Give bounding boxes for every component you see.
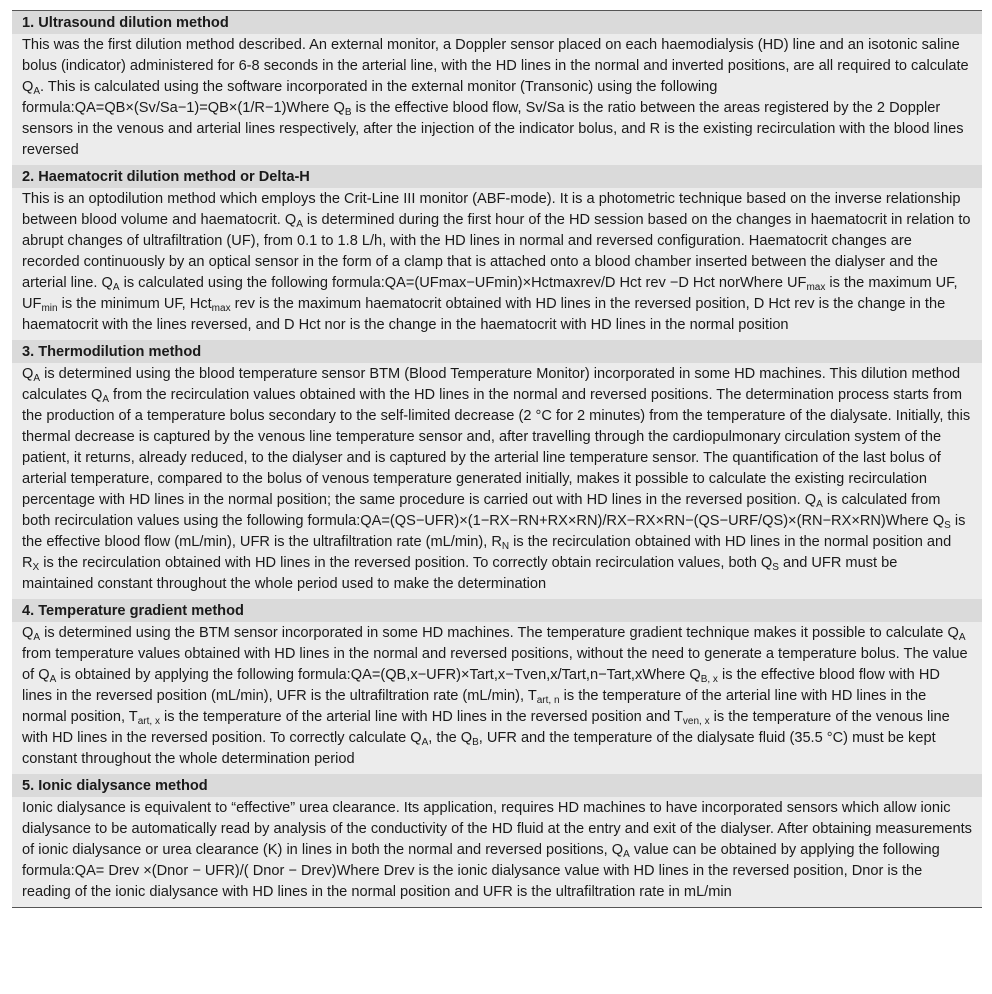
section-heading: 1. Ultrasound dilution method (12, 11, 982, 34)
section-heading: 5. Ionic dialysance method (12, 774, 982, 797)
section-heading: 4. Temperature gradient method (12, 599, 982, 622)
section-heading: 3. Thermodilution method (12, 340, 982, 363)
section-paragraph: $Q_A$ is determined using the blood temperature sensor BTM (Blood Temperature Monitor) incorporated in some HD machines. This dilution method calculates $Q_A$ from the recirculation values obtained with the HD lines in the normal and reversed positions. The determination process starts from the production of a temperature bolus secondary to the self-limited decrease (2 °C for 2 minutes) from the temperature of the dialysate. Initially, this thermal decrease is captured by the venous line temperature sensor and, after travelling through the cardiopulmonary circulation system of the patient, it returns, already reduced, to the dialyser and is captured by the arterial line temperature sensor. The quantification of the last bolus of arterial temperature, compared to the bolus of venous temperature generated initially, makes it possible to calculate the existing recirculation percentage with HD lines in the normal position; the same procedure is carried out with HD lines in the reversed position. $Q_A$ is calculated from both recirculation values using the following formula:QA=(QS−UFR)×(1−RX−RN+RX×RN)/RX−RX×RN−(QS−URF/QS)×(RN−RX×RN)Where $Q_S$ is the effective blood flow (mL/min), UFR is the ultrafiltration rate (mL/min), $R_N$ is the recirculation obtained with HD lines in the normal position and $R_X$ is the recirculation obtained with HD lines in the reversed position. To correctly obtain recirculation values, both $Q_S$ and UFR must be maintained constant throughout the whole period used to make the determination (12, 363, 982, 599)
section-paragraph: $Q_A$ is determined using the BTM sensor incorporated in some HD machines. The temperature gradient technique makes it possible to calculate $Q_A$ from temperature values obtained with HD lines in the normal and reversed positions, without the need to generate a temperature bolus. The value of $Q_A$ is obtained by applying the following formula:QA=(QB,x−UFR)×Tart,x−Tven,x/Tart,n−Tart,xWhere $Q_{B, x}$ is the effective blood flow with HD lines in the reversed position (mL/min), UFR is the ultrafiltration rate (mL/min), $T_{art, n}$ is the temperature of the arterial line with HD lines in the normal position, $T_{art, x}$ is the temperature of the arterial line with HD lines in the reversed position and $T_{ven, x}$ is the temperature of the venous line with HD lines in the reversed position. To correctly calculate $Q_A$, the $Q_B$, UFR and the temperature of the dialysate fluid (35.5 °C) must be kept constant throughout the whole determination period (12, 622, 982, 774)
section-heading: 2. Haematocrit dilution method or Delta-H (12, 165, 982, 188)
methods-table (12, 10, 982, 908)
section-paragraph: Ionic dialysance is equivalent to “effective” urea clearance. Its application, requires HD machines to have incorporated sensors which allow ionic dialysance to be automatically read by analysis of the conductivity of the HD fluid at the entry and exit of the dialyser. After obtaining measurements of ionic dialysance or urea clearance (K) in lines in both the normal and reversed positions, $Q_A$ value can be obtained by applying the following formula:QA= Drev ×(Dnor − UFR)/( Dnor − Drev)Where Drev is the ionic dialysance value with HD lines in the reversed position, Dnor is the reading of the ionic dialysance with HD lines in the normal position and UFR is the ultrafiltration rate in mL/min (12, 797, 982, 907)
section-paragraph: This is an optodilution method which employs the Crit-Line III monitor (ABF-mode). It is a photometric technique based on the inverse relationship between blood volume and haematocrit. $Q_A$ is determined during the first hour of the HD session based on the changes in haematocrit in relation to abrupt changes of ultrafiltration (UF), from 0.1 to 1.8 L/h, with the HD lines in normal and reversed configuration. Haematocrit changes are recorded continuously by an optical sensor in the form of a clamp that is attached onto a blood chamber inserted between the dialyser and the arterial line. $Q_A$ is calculated using the following formula:QA=(UFmax−UFmin)×Hctmaxrev/D Hct rev −D Hct norWhere $UF_{max}$ is the maximum UF, $UF_{min}$ is the minimum UF, Hct$_{max}$ rev is the maximum haematocrit obtained with HD lines in the reversed position, D Hct rev is the change in the haematocrit with the lines reversed, and D Hct nor is the change in the haematocrit with HD lines in the normal position (12, 188, 982, 340)
section-paragraph: This was the first dilution method described. An external monitor, a Doppler sensor placed on each haemodialysis (HD) line and an isotonic saline bolus (indicator) administered for 6-8 seconds in the arterial line, with the HD lines in the normal and inverted positions, are all required to calculate $Q_A$. This is calculated using the software incorporated in the external monitor (Transonic) using the following formula:QA=QB×(Sv/Sa−1)=QB×(1/R−1)Where $Q_B$ is the effective blood flow, Sv/Sa is the ratio between the areas registered by the 2 Doppler sensors in the venous and arterial lines respectively, after the injection of the indicator bolus, and R is the existing recirculation with the blood lines reversed (12, 34, 982, 165)
